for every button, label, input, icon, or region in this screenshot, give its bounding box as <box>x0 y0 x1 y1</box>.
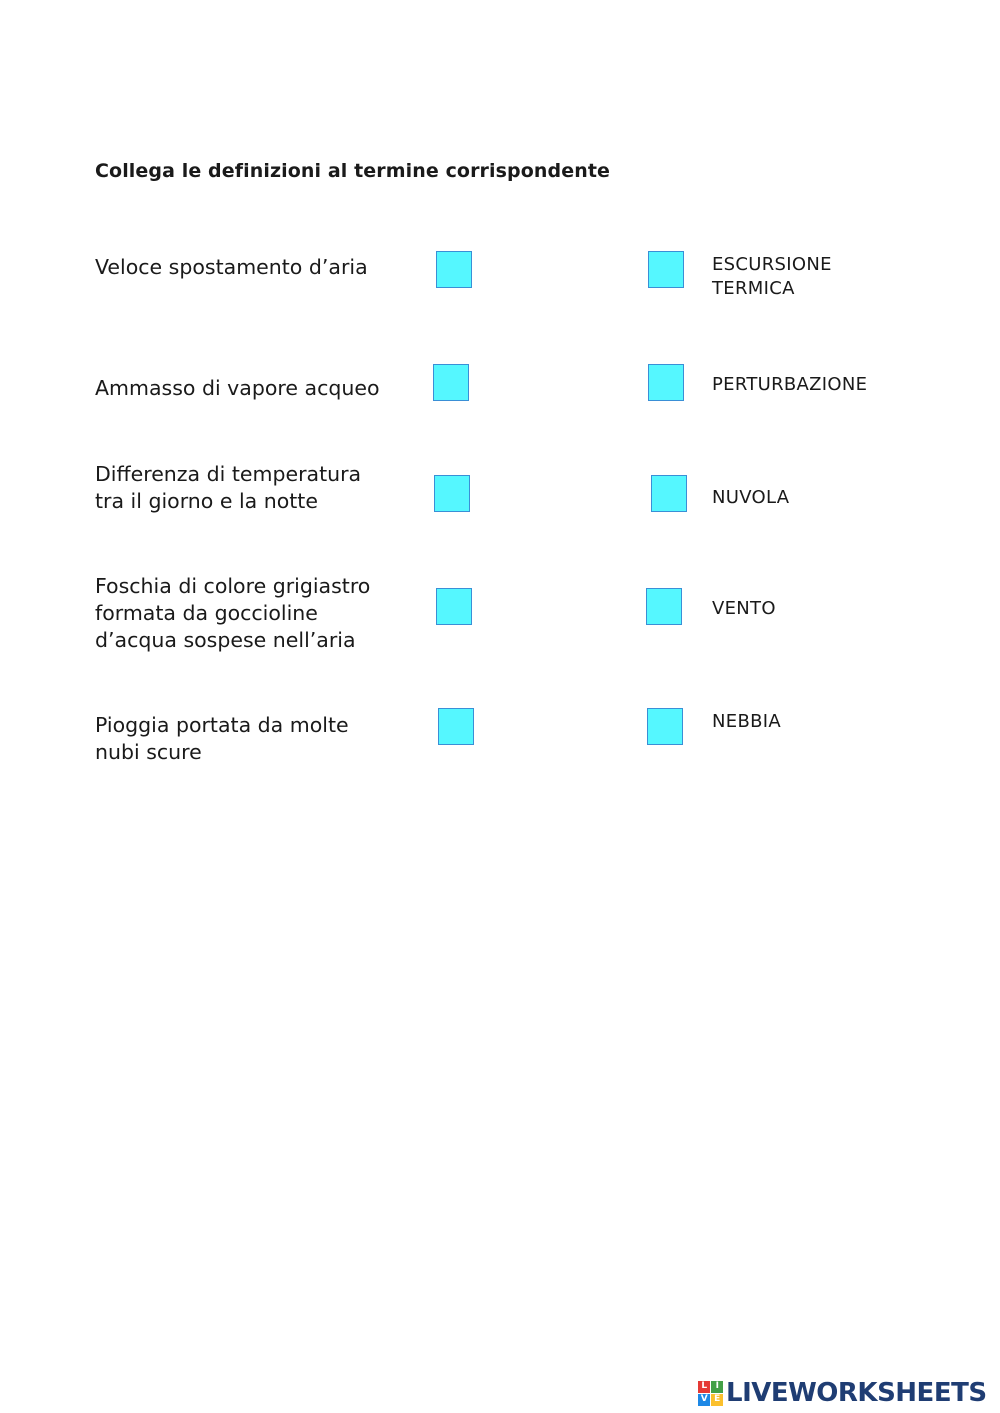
logo-text: LIVEWORKSHEETS <box>726 1378 987 1408</box>
term-line: NEBBIA <box>712 711 781 732</box>
definition-1-connector[interactable] <box>436 251 472 288</box>
term-line: ESCURSIONE <box>712 254 832 275</box>
logo-mark-letter: E <box>711 1394 723 1406</box>
term-1 <box>712 253 952 301</box>
term-2-connector[interactable] <box>648 364 684 401</box>
definition-3 <box>95 461 425 515</box>
definition-4 <box>95 573 425 654</box>
term-line: PERTURBAZIONE <box>712 374 868 395</box>
term-1-connector[interactable] <box>648 251 684 288</box>
definition-line: nubi scure <box>95 740 202 764</box>
definition-1 <box>95 254 425 281</box>
term-5 <box>712 710 952 734</box>
definition-line: Pioggia portata da molte <box>95 713 349 737</box>
definition-line: Differenza di temperatura <box>95 462 362 486</box>
definition-line: Ammasso di vapore acqueo <box>95 376 380 400</box>
logo-mark-letter: L <box>698 1381 710 1393</box>
definition-line: d’acqua sospese nell’aria <box>95 628 356 652</box>
term-line: NUVOLA <box>712 487 790 508</box>
definition-5-connector[interactable] <box>438 708 474 745</box>
definition-5 <box>95 712 425 766</box>
logo-mark-letter: I <box>711 1381 723 1393</box>
term-4-connector[interactable] <box>646 588 682 625</box>
definition-2 <box>95 375 425 402</box>
logo-mark-icon <box>698 1381 723 1406</box>
term-5-connector[interactable] <box>647 708 683 745</box>
definition-3-connector[interactable] <box>434 475 470 512</box>
definition-line: tra il giorno e la notte <box>95 489 318 513</box>
term-3-connector[interactable] <box>651 475 687 512</box>
liveworksheets-logo <box>698 1378 987 1408</box>
term-4 <box>712 597 952 621</box>
term-2 <box>712 373 952 397</box>
term-3 <box>712 486 952 510</box>
term-line: VENTO <box>712 598 776 619</box>
definition-2-connector[interactable] <box>433 364 469 401</box>
term-line: TERMICA <box>712 278 795 299</box>
definition-line: Foschia di colore grigiastro <box>95 574 371 598</box>
definition-line: Veloce spostamento d’aria <box>95 255 368 279</box>
worksheet-title: Collega le definizioni al termine corrispondente <box>95 160 611 182</box>
definition-4-connector[interactable] <box>436 588 472 625</box>
definition-line: formata da goccioline <box>95 601 318 625</box>
logo-mark-letter: V <box>698 1394 710 1406</box>
